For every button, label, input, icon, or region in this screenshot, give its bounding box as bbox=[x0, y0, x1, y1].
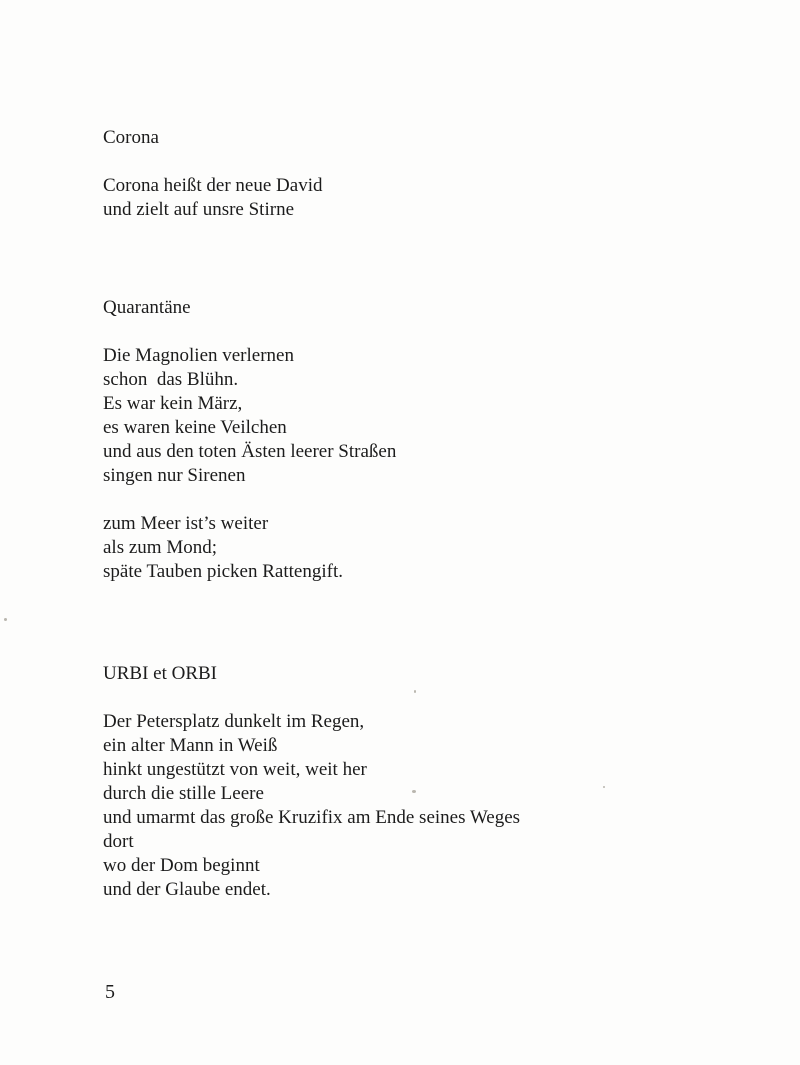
poem-line: schon das Blühn. bbox=[103, 369, 239, 390]
poem-line: hinkt ungestützt von weit, weit her bbox=[103, 759, 367, 780]
paper-speck bbox=[603, 786, 605, 788]
poem-quarantaene bbox=[103, 296, 396, 584]
poem-corona bbox=[103, 126, 322, 222]
stanza bbox=[103, 512, 396, 584]
poem-title: URBI et ORBI bbox=[103, 663, 217, 684]
poem-line: Die Magnolien verlernen bbox=[103, 345, 294, 366]
poem-line: singen nur Sirenen bbox=[103, 465, 246, 486]
poem-urbi-et-orbi bbox=[103, 662, 520, 902]
poem-title: Quarantäne bbox=[103, 297, 191, 318]
page-number: 5 bbox=[105, 981, 115, 1003]
poem-line: Corona heißt der neue David bbox=[103, 175, 323, 196]
poem-line: dort bbox=[103, 831, 134, 852]
stanza bbox=[103, 344, 396, 488]
poem-line: und zielt auf unsre Stirne bbox=[103, 199, 295, 220]
poem-line: und aus den toten Ästen leerer Straßen bbox=[103, 441, 397, 462]
poem-line: wo der Dom beginnt bbox=[103, 855, 260, 876]
paper-speck bbox=[4, 618, 7, 621]
poem-line: als zum Mond; bbox=[103, 537, 217, 558]
paper-speck bbox=[412, 790, 416, 793]
poem-title: Corona bbox=[103, 127, 159, 148]
poem-line: durch die stille Leere bbox=[103, 783, 264, 804]
stanza bbox=[103, 710, 520, 902]
poem-line: späte Tauben picken Rattengift. bbox=[103, 561, 343, 582]
poem-line: Es war kein März, bbox=[103, 393, 243, 414]
poem-line: und umarmt das große Kruzifix am Ende seines Weges bbox=[103, 807, 521, 828]
poem-line: es waren keine Veilchen bbox=[103, 417, 287, 438]
paper-speck bbox=[414, 690, 416, 693]
stanza bbox=[103, 174, 322, 222]
poem-line: und der Glaube endet. bbox=[103, 879, 271, 900]
poem-line: ein alter Mann in Weiß bbox=[103, 735, 278, 756]
poem-line: zum Meer ist’s weiter bbox=[103, 513, 269, 534]
poem-line: Der Petersplatz dunkelt im Regen, bbox=[103, 711, 365, 732]
